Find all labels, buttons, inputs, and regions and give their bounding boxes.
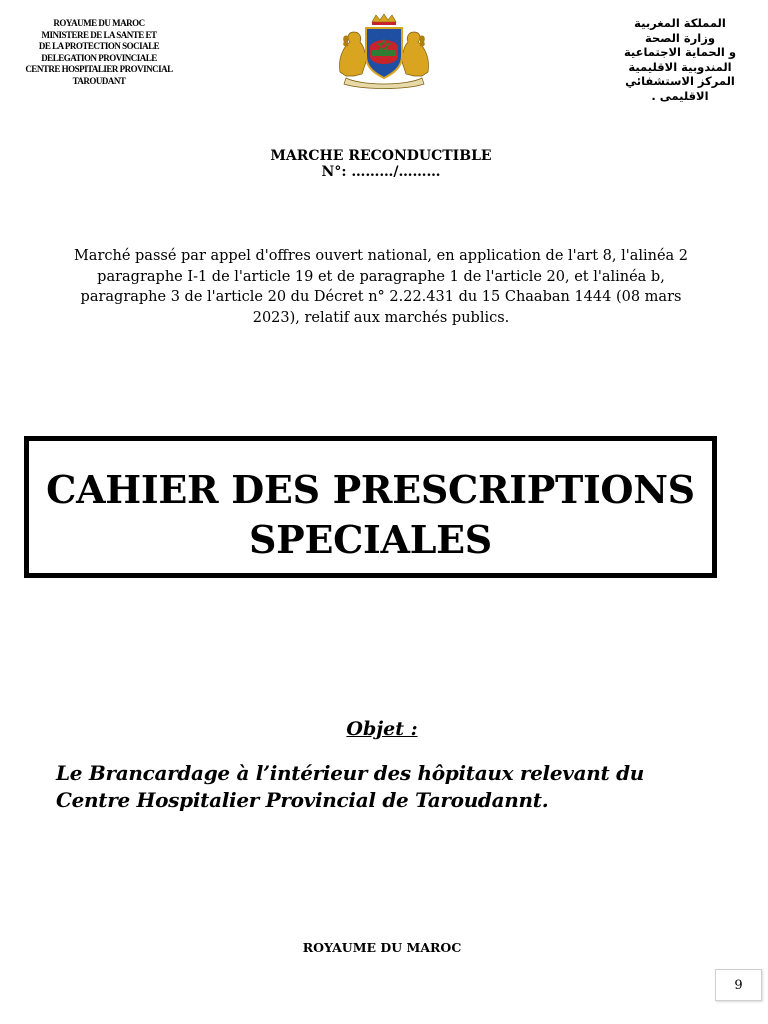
header-right-line: المركز الاستشفائي (625, 74, 735, 89)
header-left-line: MINISTERE DE LA SANTE ET (41, 29, 157, 40)
objet-description-line: Le Brancardage à l’intérieur des hôpitaux relevant du (56, 761, 645, 785)
marche-heading (0, 148, 762, 180)
document-title-box (24, 436, 717, 578)
page-number: 9 (715, 969, 762, 1001)
document-title-line: CAHIER DES PRESCRIPTIONS (46, 467, 695, 512)
document-title-line: SPECIALES (249, 517, 492, 562)
header-right-line: و الحماية الاجتماعية (623, 45, 737, 60)
footer-text: ROYAUME DU MAROC (302, 940, 462, 955)
legal-reference-paragraph: Marché passé par appel d'offres ouvert national, en application de l'art 8, l'alinéa 2 paragraphe I-1 de l'article 19 et de paragraphe 1 de l'article 20, et l'alinéa b, paragraphe 3 de l'article 20 du Décret n° 2.22.431 du 15 Chaaban 1444 (08 mars 2023), relatif aux marchés publics. (73, 248, 689, 326)
document-title (29, 465, 712, 565)
header-right-line: الاقليمي . (651, 88, 709, 102)
objet-description (56, 760, 756, 814)
objet-label: Objet : (346, 718, 418, 740)
header-left-line: ROYAUME DU MAROC (53, 18, 145, 28)
marche-title: MARCHE RECONDUCTIBLE (270, 148, 492, 164)
header-right-line: وزارة الصحة (645, 30, 715, 45)
coat-of-arms-icon (332, 12, 436, 90)
objet-description-line: Centre Hospitalier Provincial de Taroudannt. (56, 788, 549, 812)
header-left-line: TAROUDANT (72, 75, 126, 86)
header-right-line: المندوبية الاقليمية (628, 59, 732, 74)
header-left-line: DELEGATION PROVINCIALE (41, 52, 157, 63)
header-left-line: DE LA PROTECTION SOCIALE (38, 41, 160, 52)
header-right-line: المملكة المغربية (634, 16, 726, 30)
header-left-french (14, 18, 184, 88)
header-left-line: CENTRE HOSPITALIER PROVINCIAL (25, 64, 173, 75)
header-right-arabic (598, 16, 762, 102)
marche-number: N°: ………/……… (321, 164, 441, 180)
